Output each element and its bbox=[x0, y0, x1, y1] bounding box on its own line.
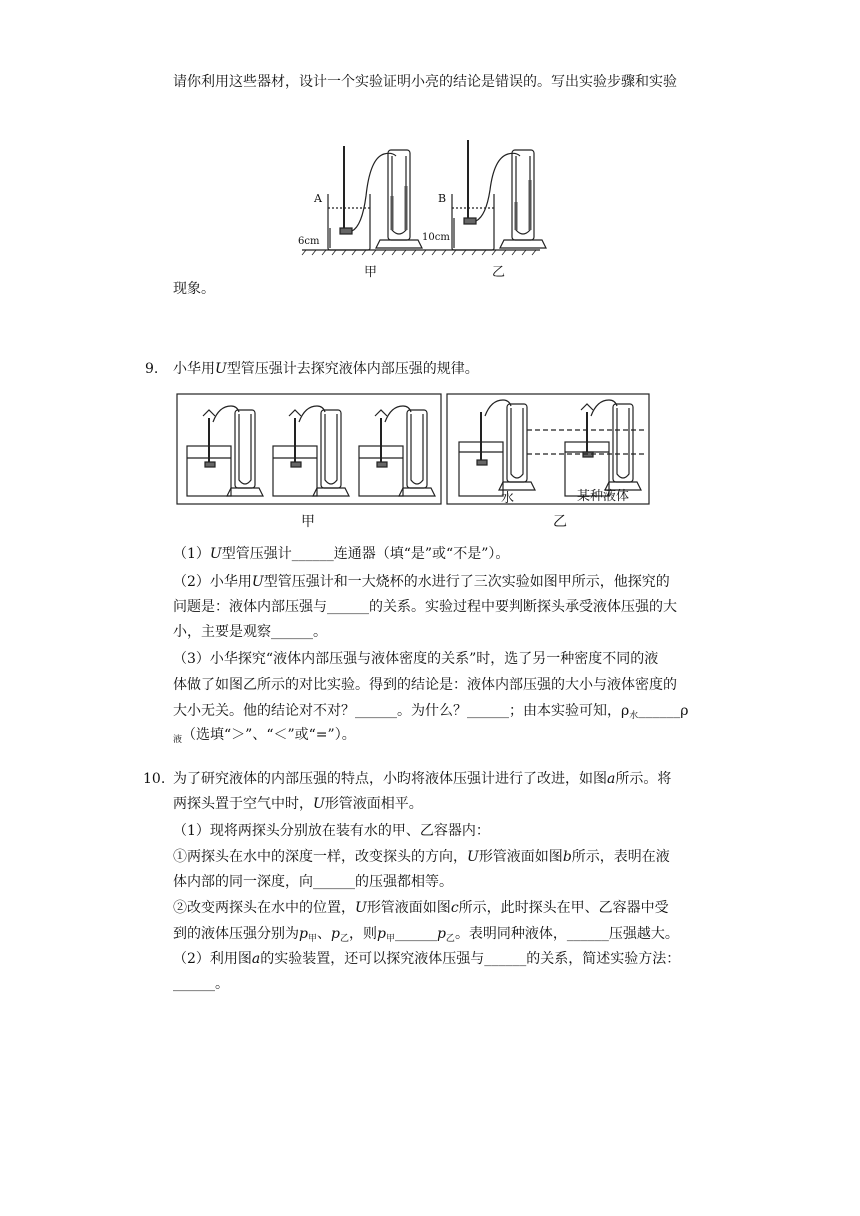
intro-line-1: 请你利用这些器材，设计一个实验证明小亮的结论是错误的。写出实验步骤和实验 bbox=[173, 74, 677, 90]
q10-line6: ②改变两探头在水中的位置，U形管液面如图c所示，此时探头在甲、乙容器中受 bbox=[173, 900, 669, 916]
q9-part2-line3: 小，主要是观察______。 bbox=[173, 624, 327, 640]
caption-left: 甲 bbox=[301, 514, 315, 530]
q9-part3-line2: 体做了如图乙所示的对比实验。得到的结论是：液体内部压强的大小与液体密度的 bbox=[173, 677, 677, 693]
depth-b: 10cm bbox=[422, 232, 450, 243]
q10-line1: 为了研究液体的内部压强的特点，小昀将液体压强计进行了改进，如图a所示。将 bbox=[173, 771, 672, 787]
label-water: 水 bbox=[501, 491, 515, 506]
label-b: B bbox=[438, 192, 447, 205]
caption-left: 甲 bbox=[364, 265, 378, 280]
q9-part1: （1）U型管压强计______连通器（填“是”或“不是”）。 bbox=[173, 546, 510, 562]
q9-number: 9. bbox=[145, 361, 159, 377]
q10-line8: （2）利用图a的实验装置，还可以探究液体压强与______的关系，简述实验方法： bbox=[173, 951, 681, 967]
q9-part3-line1: （3）小华探究“液体内部压强与液体密度的关系”时，选了另一种密度不同的液 bbox=[173, 651, 659, 667]
figure-q9-experiments bbox=[175, 392, 653, 532]
caption-right: 乙 bbox=[492, 265, 506, 280]
q10-line4: ①两探头在水中的深度一样，改变探头的方向，U形管液面如图b所示，表明在液 bbox=[173, 849, 670, 865]
q10-line9: ______。 bbox=[173, 976, 229, 992]
q9-part3-line4: $_液$（选填“＞”、“＜”或“=”）。 bbox=[173, 727, 356, 745]
q10-line7: 到的液体压强分别为$p_甲$、$p_乙$，则$p_甲\_\_\_\_\_\_p_乙$。表明同种液体，______压强越大。 bbox=[173, 926, 679, 944]
depth-a: 6cm bbox=[298, 236, 320, 247]
q10-line2: 两探头置于空气中时，U形管液面相平。 bbox=[173, 796, 423, 812]
q10-number: 10. bbox=[143, 771, 166, 787]
q9-part2-line2: 问题是：液体内部压强与______的关系。实验过程中要判断探头承受液体压强的大 bbox=[173, 599, 677, 615]
q10-line3: （1）现将两探头分别放在装有水的甲、乙容器内： bbox=[173, 823, 490, 839]
intro-line-2: 现象。 bbox=[173, 281, 215, 297]
label-a: A bbox=[314, 192, 322, 205]
q9-stem: 小华用U型管压强计去探究液体内部压强的规律。 bbox=[173, 361, 479, 377]
figure-manometer-ab bbox=[292, 136, 552, 282]
label-liquid: 某种液体 bbox=[577, 489, 630, 504]
q10-line5: 体内部的同一深度，向______的压强都相等。 bbox=[173, 874, 453, 890]
caption-right: 乙 bbox=[553, 514, 567, 530]
q9-part2-line1: （2）小华用U型管压强计和一大烧杯的水进行了三次实验如图甲所示，他探究的 bbox=[173, 574, 670, 590]
q9-part3-line3: 大小无关。他的结论对不对？______。为什么？______；由本实验可知，$\rho_水\_\_\_\_\_\_\rho$ bbox=[173, 703, 689, 721]
